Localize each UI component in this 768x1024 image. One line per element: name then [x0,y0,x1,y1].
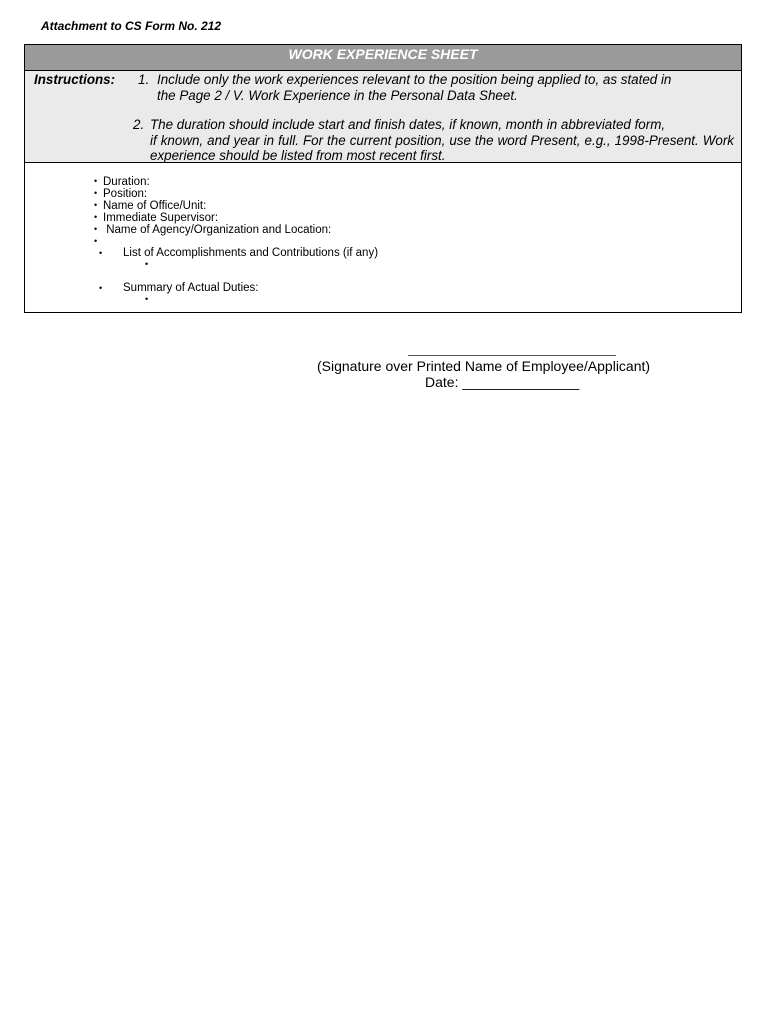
field-office [94,199,206,211]
bullet-icon: • [94,212,98,222]
field-position-label: Position: [103,188,148,200]
date-label: Date: _______________ [425,374,580,390]
instruction-2-first-line: The duration should include start and finish dates, if known, month in abbreviated form, [150,117,666,132]
instructions-label: Instructions: [34,72,116,87]
signature-line [408,355,616,356]
field-position [94,187,147,199]
bullet-icon: • [145,259,149,269]
subsection-accomplishments [99,247,379,260]
bullet-icon: • [99,283,103,293]
field-agency [94,223,331,235]
field-agency-label: Name of Agency/Organization and Location: [103,224,332,236]
sheet-title: WORK EXPERIENCE SHEET [25,45,741,71]
signature-label: (Signature over Printed Name of Employee/Applicant) [317,358,651,374]
instruction-1-continuation: the Page 2 / V. Work Experience in the Personal Data Sheet. [157,87,518,103]
field-blank [94,235,103,247]
instruction-1 [138,72,734,103]
attachment-label: Attachment to CS Form No. 212 [41,19,222,33]
bullet-icon: • [94,176,98,186]
subsection-duties [99,282,259,295]
instruction-1-first-line: Include only the work experiences relevant to the position being applied to, as stated in [157,72,672,87]
bullet-icon: • [94,200,98,210]
field-office-label: Name of Office/Unit: [103,200,207,212]
field-duration [94,175,150,187]
instructions-panel [25,71,741,163]
field-supervisor [94,211,218,223]
bullet-icon: • [145,294,149,304]
field-duration-label: Duration: [103,176,150,188]
instruction-1-number: 1. [138,72,150,87]
instruction-2-continuation: if known, and year in full. For the current position, use the word Present, e.g., 1998-Present. Work experience should be listed from most recent first. [150,132,734,163]
duties-label: Summary of Actual Duties: [123,282,259,294]
accomplishments-label: List of Accomplishments and Contributions (if any) [123,247,379,259]
instruction-2-number: 2. [133,117,145,132]
bullet-icon: • [94,236,98,246]
field-supervisor-label: Immediate Supervisor: [103,212,219,224]
work-experience-sheet [24,44,742,313]
bullet-icon: • [94,224,98,234]
bullet-icon: • [94,188,98,198]
bullet-icon: • [99,248,103,258]
instruction-2 [133,117,734,164]
